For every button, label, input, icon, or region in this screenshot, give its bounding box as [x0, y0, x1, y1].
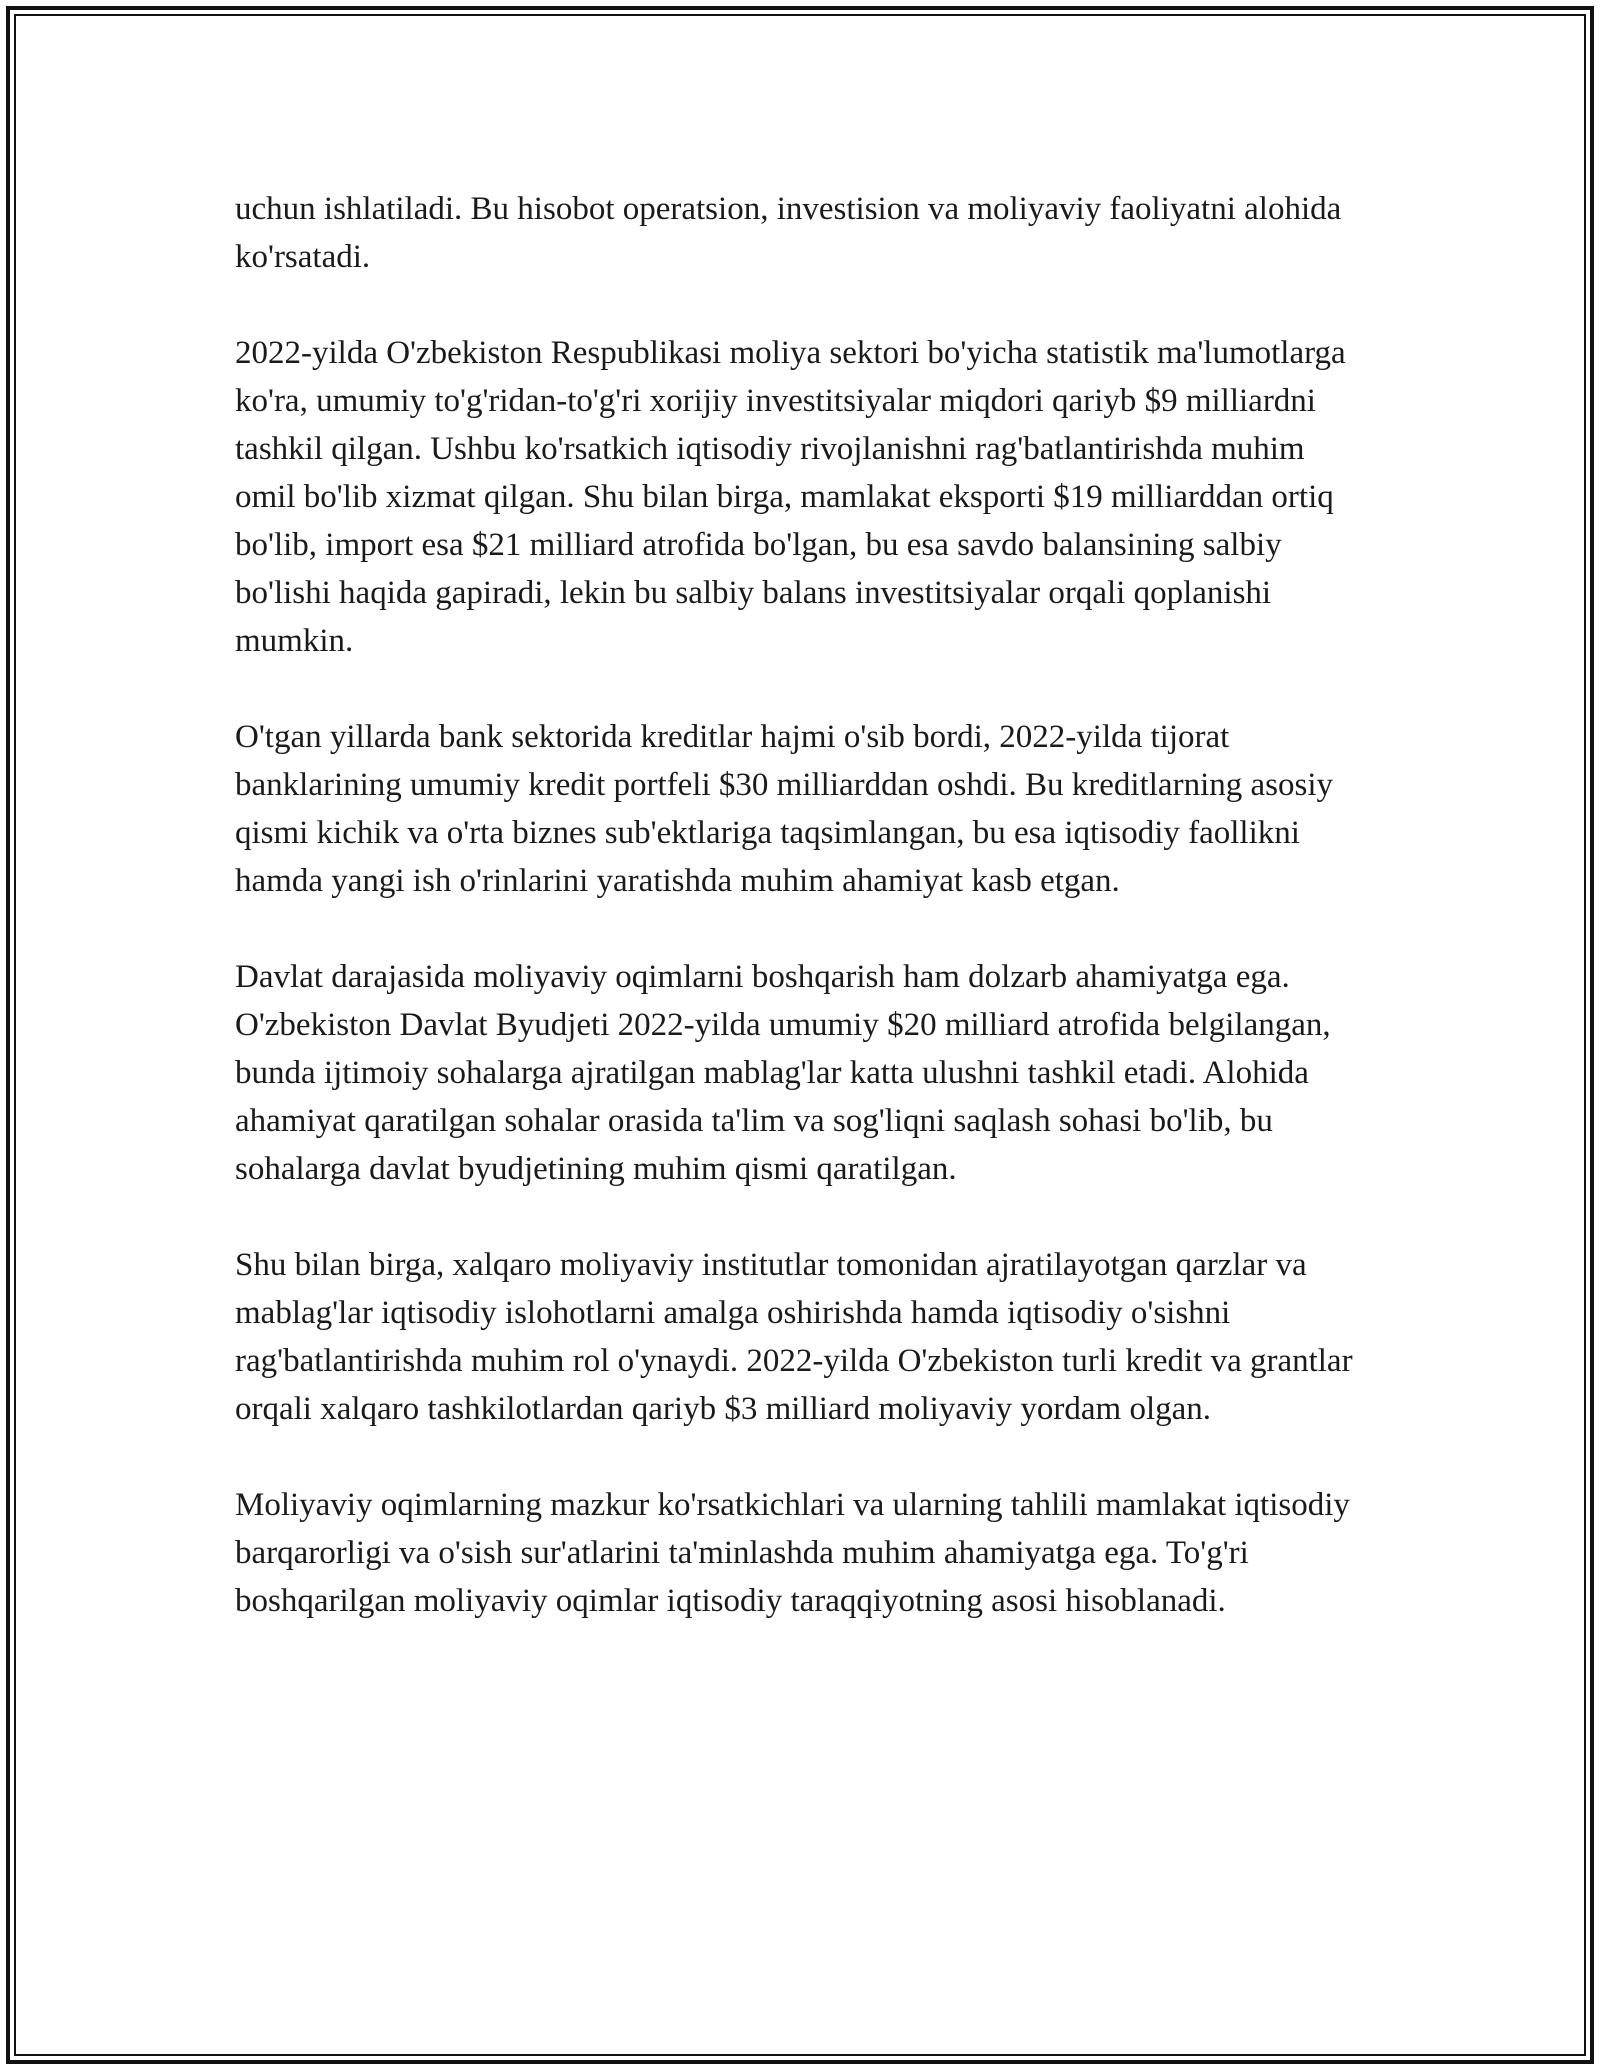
paragraph-international-aid: Shu bilan birga, xalqaro moliyaviy institutlar tomonidan ajratilayotgan qarzlar va mablag'lar iqtisodiy islohotlarni amalga oshirishda hamda iqtisodiy o'sishni rag'batlantirishda muhim rol o'ynaydi. 2022-yilda O'zbekiston turli kredit va grantlar orqali xalqaro tashkilotlardan qariyb $3 milliard moliyaviy yordam olgan.: [235, 1247, 1353, 1427]
paragraph-cash-flow-statement: uchun ishlatiladi. Bu hisobot operatsion, investision va moliyaviy faoliyatni alohida ko'rsatadi.: [235, 191, 1342, 275]
document-body: [235, 185, 1365, 1625]
paragraph-state-budget: Davlat darajasida moliyaviy oqimlarni boshqarish ham dolzarb ahamiyatga ega. O'zbekiston Davlat Byudjeti 2022-yilda umumiy $20 milliard atrofida belgilangan, bunda ijtimoiy sohalarga ajratilgan mablag'lar katta ulushni tashkil etadi. Alohida ahamiyat qaratilgan sohalar orasida ta'lim va sog'liqni saqlash sohasi bo'lib, bu sohalarga davlat byudjetining muhim qismi qaratilgan.: [235, 959, 1331, 1187]
paragraph-bank-credit: O'tgan yillarda bank sektorida kreditlar hajmi o'sib bordi, 2022-yilda tijorat banklarining umumiy kredit portfeli $30 milliarddan oshdi. Bu kreditlarning asosiy qismi kichik va o'rta biznes sub'ektlariga taqsimlangan, bu esa iqtisodiy faollikni hamda yangi ish o'rinlarini yaratishda muhim ahamiyat kasb etgan.: [235, 719, 1333, 899]
paragraph-foreign-investment: 2022-yilda O'zbekiston Respublikasi moliya sektori bo'yicha statistik ma'lumotlarga ko'ra, umumiy to'g'ridan-to'g'ri xorijiy investitsiyalar miqdori qariyb $9 milliardni tashkil qilgan. Ushbu ko'rsatkich iqtisodiy rivojlanishni rag'batlantirishda muhim omil bo'lib xizmat qilgan. Shu bilan birga, mamlakat eksporti $19 milliarddan ortiq bo'lib, import esa $21 milliard atrofida bo'lgan, bu esa savdo balansining salbiy bo'lishi haqida gapiradi, lekin bu salbiy balans investitsiyalar orqali qoplanishi mumkin.: [235, 335, 1346, 659]
paragraph-conclusion: Moliyaviy oqimlarning mazkur ko'rsatkichlari va ularning tahlili mamlakat iqtisodiy barqarorligi va o'sish sur'atlarini ta'minlashda muhim ahamiyatga ega. To'g'ri boshqarilgan moliyaviy oqimlar iqtisodiy taraqqiyotning asosi hisoblanadi.: [235, 1487, 1350, 1619]
